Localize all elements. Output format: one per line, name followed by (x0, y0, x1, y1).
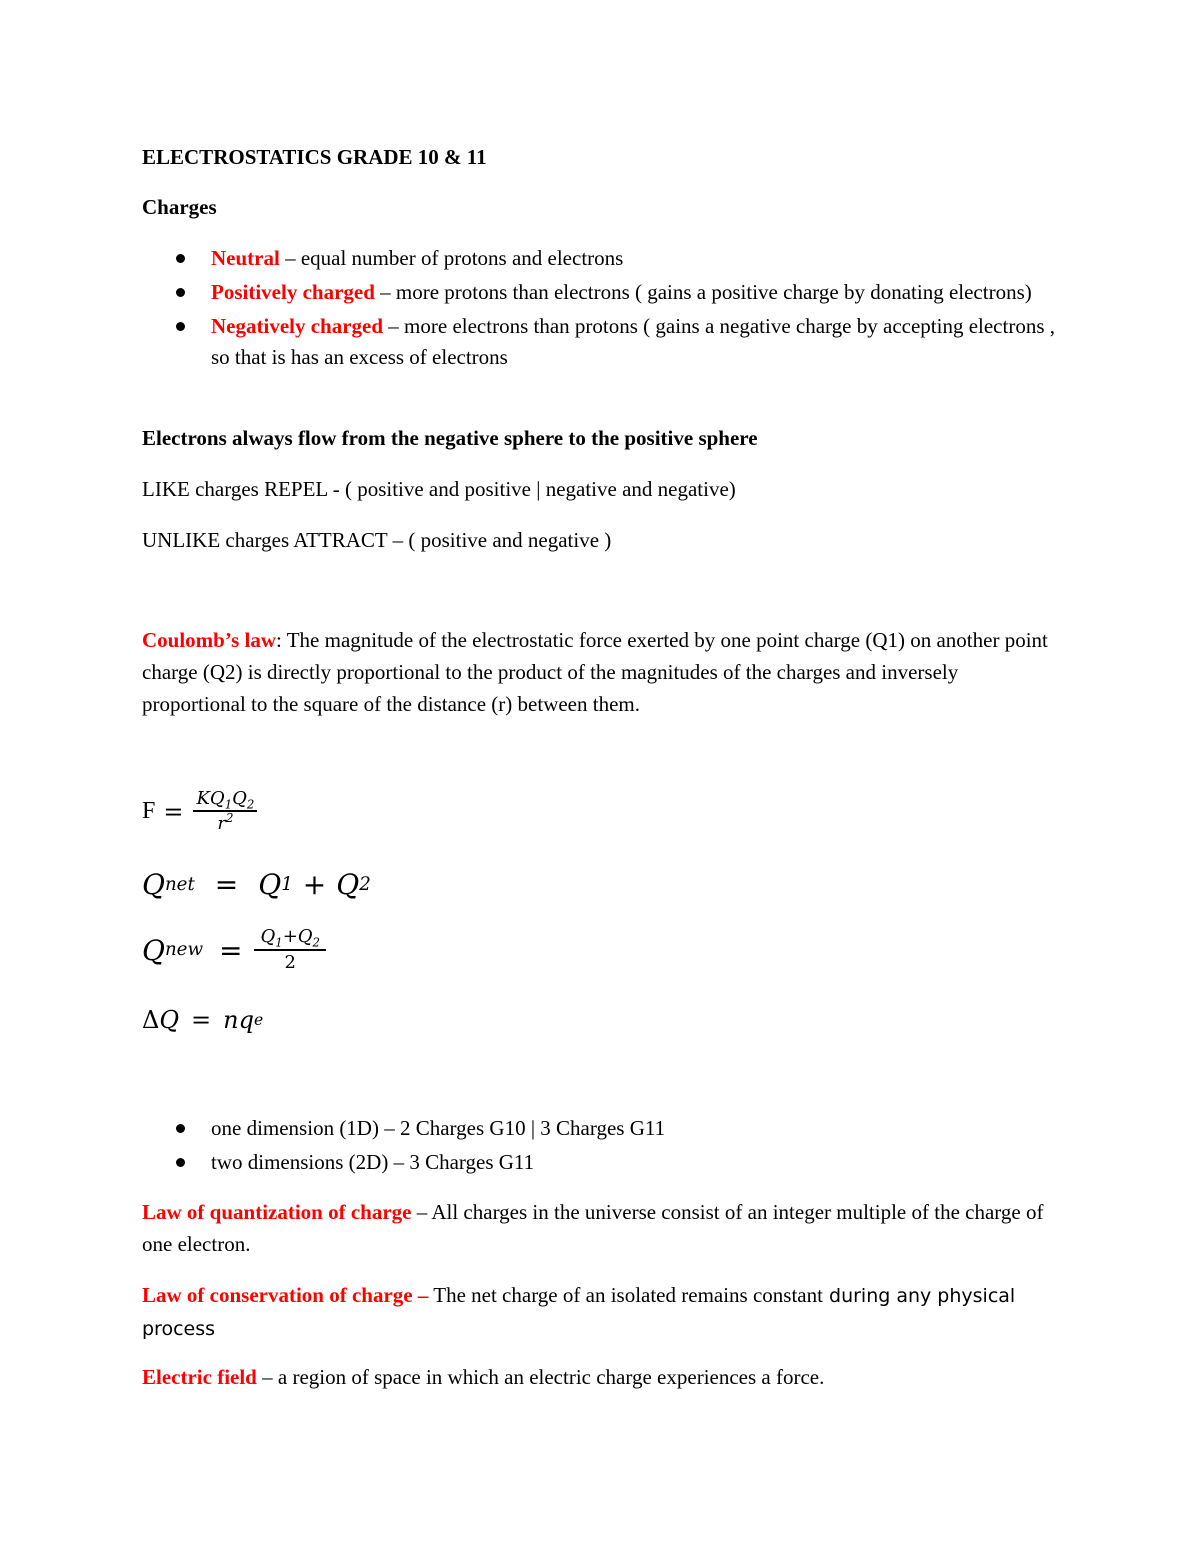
list-item (142, 311, 1062, 373)
term-quantization-law: Law of quantization of charge (142, 1200, 412, 1224)
numerator-q2: Q (297, 926, 313, 947)
fraction-denominator: 2 (284, 952, 296, 973)
formula-lhs: F (142, 798, 156, 824)
formula-coulomb-force (142, 790, 257, 833)
dimension-2d: two dimensions (2D) – 3 Charges G11 (211, 1150, 535, 1174)
definition-neutral: – equal number of protons and electrons (279, 246, 624, 270)
bullet-icon (176, 288, 185, 297)
formula-equals: = (163, 797, 184, 826)
qnet-q1: Q (258, 868, 282, 901)
subscript-1: 1 (224, 797, 233, 812)
subscript-1: 1 (275, 935, 283, 950)
term-coulomb-law: Coulomb’s law (142, 628, 276, 652)
qnet-equals: = (214, 868, 239, 901)
formula-charge-change: Δ Q = nq e (142, 1006, 264, 1034)
qnew-equals: = (219, 933, 243, 967)
numerator-plus: + (282, 926, 298, 947)
electron-flow-statement: Electrons always flow from the negative sphere to the positive sphere (142, 426, 758, 450)
list-item (142, 1113, 1062, 1144)
definition-conservation-law: The net charge of an isolated remains constant (428, 1283, 823, 1307)
definition-conservation-law-cont: during any physical process (142, 1285, 1016, 1340)
dq-delta: Δ (142, 1006, 160, 1034)
qnet-q2: Q (336, 868, 360, 901)
bullet-icon (176, 1124, 185, 1133)
dq-nq: nq (223, 1006, 254, 1034)
term-electric-field: Electric field (142, 1365, 257, 1389)
qnew-fraction (254, 928, 326, 972)
electric-field-paragraph (142, 1361, 1062, 1393)
subscript-2: 2 (246, 797, 255, 812)
term-neutral: Neutral (211, 246, 280, 270)
fraction-numerator (193, 790, 257, 812)
list-item (142, 1147, 1062, 1178)
document-title: ELECTROSTATICS GRADE 10 & 11 (142, 145, 487, 169)
bullet-icon (176, 322, 185, 331)
conservation-law-paragraph (142, 1279, 1062, 1345)
dimensions-list (142, 1113, 1062, 1181)
like-charges-statement: LIKE charges REPEL - ( positive and positive | negative and negative) (142, 477, 736, 501)
numerator-q1: Q (260, 926, 276, 947)
formula-net-charge: Q net = Q 1 + Q 2 (142, 868, 371, 901)
term-negatively-charged: Negatively charged (211, 314, 384, 338)
definition-positively-charged: – more protons than electrons ( gains a positive charge by donating electrons) (374, 280, 1032, 304)
exponent-2: 2 (225, 811, 234, 825)
fraction-denominator (217, 812, 233, 833)
dimension-1d: one dimension (1D) – 2 Charges G10 | 3 Charges G11 (211, 1116, 666, 1140)
denominator-r: r (217, 813, 226, 834)
quantization-law-paragraph (142, 1196, 1062, 1260)
definition-electric-field: – a region of space in which an electric charge experiences a force. (256, 1365, 825, 1389)
charges-heading: Charges (142, 195, 217, 219)
list-item (142, 243, 1062, 274)
qnet-plus: + (302, 868, 327, 901)
dq-q: Q (159, 1006, 180, 1034)
term-conservation-law: Law of conservation of charge – (142, 1283, 429, 1307)
bullet-icon (176, 1158, 185, 1167)
qnew-q: Q (142, 933, 165, 967)
unlike-charges-statement: UNLIKE charges ATTRACT – ( positive and negative ) (142, 528, 612, 552)
coulomb-law-paragraph (142, 624, 1062, 720)
numerator-q: Q (232, 788, 247, 809)
charge-types-list (142, 243, 1062, 376)
subscript-2: 2 (312, 935, 320, 950)
definition-coulomb-law: : The magnitude of the electrostatic force exerted by one point charge (Q1) on another point charge (Q2) is directly proportional to the product of the magnitudes of the charges and inversely proportional to the square of the distance (r) between them. (142, 628, 1048, 716)
formula-fraction (193, 790, 257, 833)
definition-negatively-charged: – more electrons than protons ( gains a negative charge by accepting electrons , so that is has an excess of electrons (211, 314, 1055, 369)
dq-equals: = (191, 1006, 212, 1034)
fraction-numerator (254, 928, 326, 951)
definition-quantization-law: – All charges in the universe consist of an integer multiple of the charge of one electron. (142, 1200, 1044, 1256)
numerator-kq: KQ (196, 788, 225, 809)
list-item (142, 277, 1062, 308)
qnet-q: Q (142, 868, 165, 901)
bullet-icon (176, 254, 185, 263)
formula-new-charge: Q new = $\frac{Q_1+Q_2}{2}$ (142, 928, 326, 972)
term-positively-charged: Positively charged (211, 280, 375, 304)
